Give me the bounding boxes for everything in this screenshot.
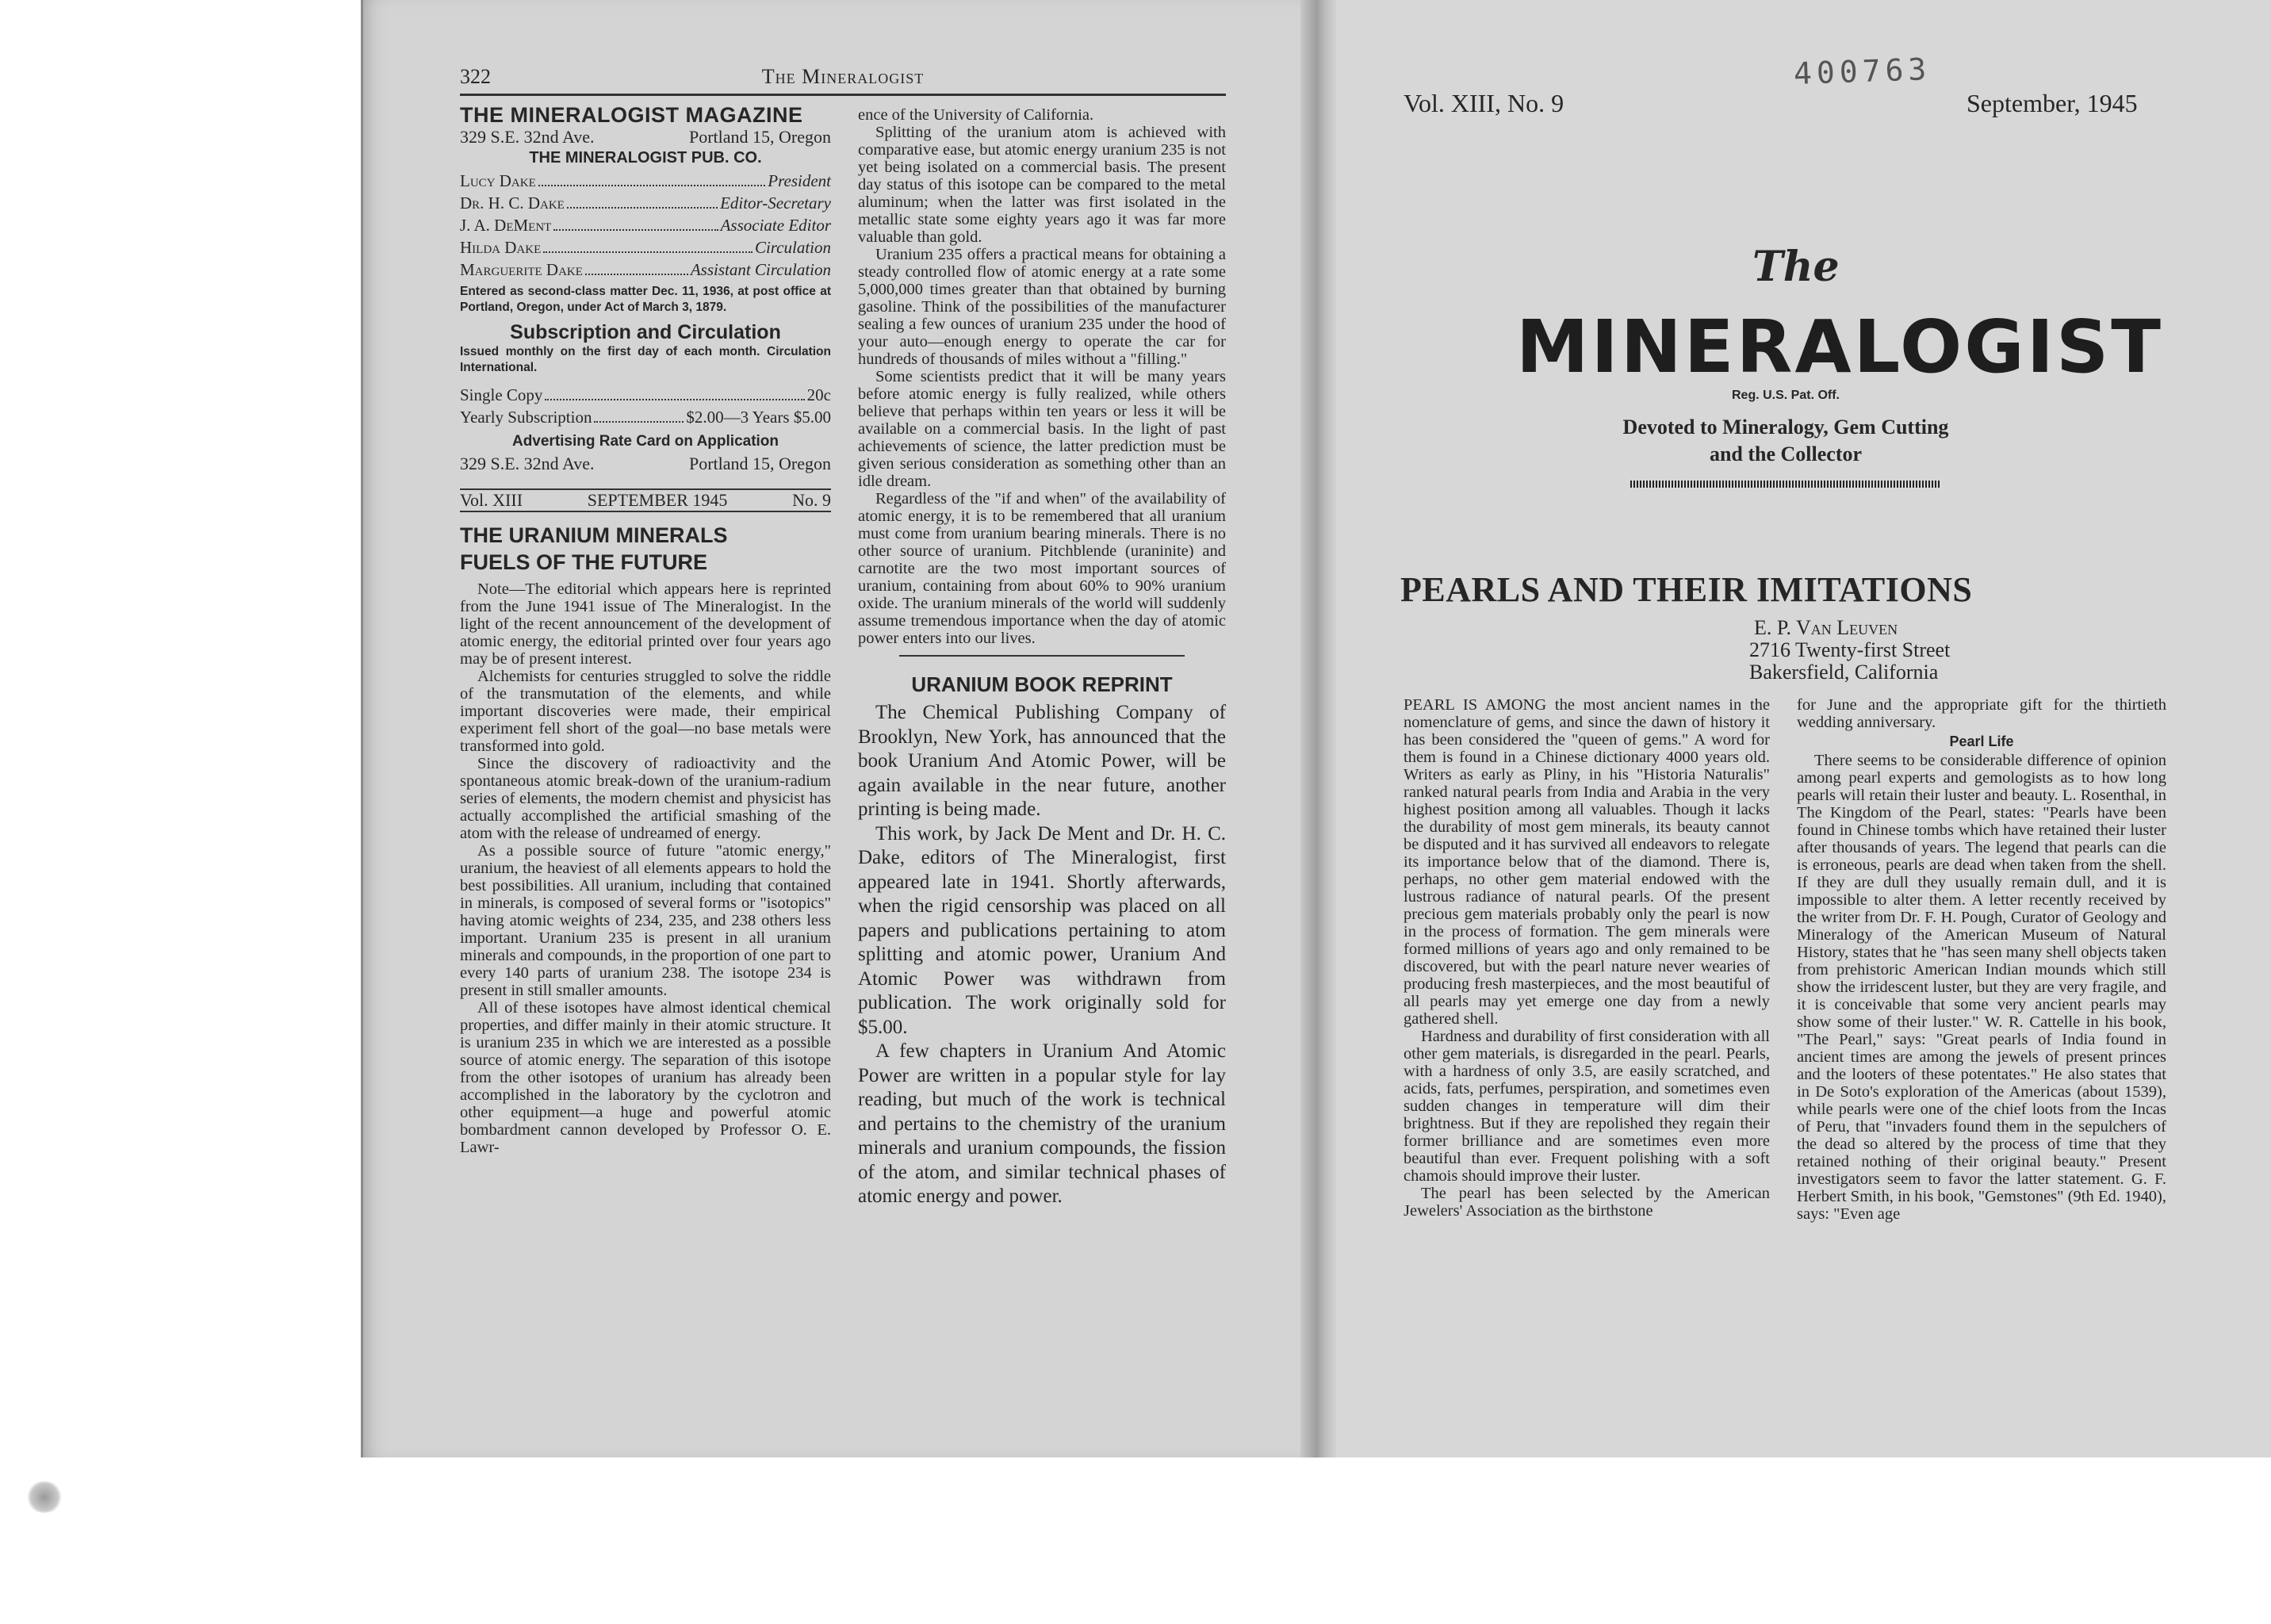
reprint-paragraph: The Chemical Publishing Company of Brooklyn, New York, has announced that the book Uranium And Atomic Power, will be again available in the near future, another printing is being made. (858, 702, 1226, 820)
article-paragraph: Alchemists for centuries struggled to solve the riddle of the transmutation of the elements, and while important discoveries were made, their empirical experiment fell short of the goal—no base metals were transformed into gold. (460, 668, 831, 755)
article-paragraph: Regardless of the "if and when" of the availability of atomic energy, it is to be remembered that all uranium must come from uranium bearing minerals. There is no other source of uranium. Pitchblende (uraninite) and carnotite are the two most important sources of uranium, containing from about 60% to 90% uranium oxide. The uranium minerals of the world will suddenly assume tremendous importance when the day of atomic power enters into our lives. (858, 490, 1226, 647)
running-title: The Mineralogist (761, 65, 925, 88)
staff-name: J. A. DeMent (460, 216, 552, 235)
staff-name: Dr. H. C. Dake (460, 193, 565, 213)
logo-the: The (1752, 243, 1840, 291)
pearls-paragraph: Hardness and durability of first consideration with all other gem materials, is disregarded in the pearl. Pearls, with a hardness of only 3.5, are easily scratched, and acids, fats, perfumes, perspiration, and sometimes even sudden changes in temperature will dim their brightness. But if they are repolished they regain their former brilliance and are sometimes even more beautiful than ever. Frequent polishing with a soft chamois should improve their luster. (1404, 1028, 1770, 1185)
issued-note: Issued monthly on the first day of each month. Circulation International. (460, 345, 831, 374)
article-paragraph: As a possible source of future "atomic energy," uranium, the heaviest of all elements appears to hold the best possibilities. All uranium, including that contained in minerals, is composed of several forms or "isotopics" having atomic weights of 234, 235, and 238 others less important. Uranium 235 is present in all uranium minerals and compounds, in the proportion of one part to every 140 parts of uranium 238. The isotope 234 is present in still smaller amounts. (460, 842, 831, 999)
staff-role: Assistant Circulation (690, 260, 831, 279)
leader-dots (585, 259, 688, 275)
article-paragraph: ence of the University of California. (858, 106, 1094, 124)
reprint-heading: URANIUM BOOK REPRINT (911, 672, 1173, 696)
page-number: 322 (460, 65, 491, 88)
single-copy-label: Single Copy (460, 385, 543, 404)
yearly-price: $2.00—3 Years $5.00 (686, 408, 831, 427)
advertising-note: Advertising Rate Card on Application (511, 433, 779, 450)
reprint-body (858, 701, 1226, 1209)
uranium-column-2 (858, 106, 1226, 1209)
staff-role: Editor-Secretary (720, 193, 831, 213)
single-copy-row (460, 384, 831, 406)
page-gutter (1300, 0, 1336, 1457)
reprint-paragraph: This work, by Jack De Ment and Dr. H. C. Dake, editors of The Mineralogist, first appeared late in 1941. Shortly afterwards, when the rigid censorship was placed on all papers and publications pertaining to atom splitting and atomic power, Uranium And Atomic Power was withdrawn from publication. The work originally sold for $5.00. (858, 822, 1226, 1038)
leader-dots (594, 406, 684, 423)
staff-row (460, 214, 831, 236)
section-rule (899, 655, 1185, 657)
pearls-title: PEARLS AND THEIR IMITATIONS (1400, 570, 1973, 609)
ad-city: Portland 15, Oregon (688, 454, 831, 473)
reprint-paragraph: A few chapters in Uranium And Atomic Power are written in a popular style for lay reading, but much of the work is technical and pertains to the chemistry of the uranium minerals and uranium compounds, the fission of the atom, and similar technical phases of atomic energy and power. (858, 1040, 1226, 1207)
publisher-name: THE MINERALOGIST PUB. CO. (529, 149, 762, 167)
ad-address (460, 454, 831, 474)
cover-date: September, 1945 (1967, 89, 2138, 117)
headline-line-1: THE URANIUM MINERALS (460, 523, 728, 547)
volume-month: SEPTEMBER 1945 (587, 490, 728, 510)
staff-name: Marguerite Dake (460, 260, 583, 279)
masthead-title: THE MINERALOGIST MAGAZINE (460, 103, 803, 127)
yearly-label: Yearly Subscription (460, 408, 592, 427)
staff-role: Circulation (754, 238, 831, 257)
masthead-column (460, 103, 831, 1156)
tagline (1516, 414, 2055, 468)
staff-role: Associate Editor (720, 216, 831, 235)
pearls-paragraph: There seems to be considerable difference of opinion among pearl experts and gemologists as to how long pearls will retain their luster and beauty. L. Rosenthal, in The Kingdom of the Pearl, states: "Pearls have been found in Chinese tombs which have retained their luster after thousands of years. The legend that pearls can die is erroneous, pearls are dead when taken from the shell. If they are dull they usually remain dull, and it is impossible to alter them. A letter recently received by the writer from Dr. F. H. Pough, Curator of Geology and Mineralogy of the American Museum of Natural History, states that he "has seen many shell objects taken from prehistoric American Indian mounds which still show the irridescent luster, but they are very fragile, and it is conceivable that some very ancient pearls may show some of their luster." W. R. Cattelle in his book, "The Pearl," says: "Great pearls of India found in ancient times are among the jewels of present princes and the looters of these potentates." He also states that in De Soto's exploration of the Americas (about 1539), while pearls were one of the chief loots from the Incas of Peru, that "invaders found them in the sepulchers of the dead so altered by the process of time that they retained nothing of their original beauty." Present investigators seem to favor the latter statement. G. F. Herbert Smith, in his book, "Gemstones" (9th Ed. 1940), says: "Even age (1797, 752, 2166, 1223)
tagline-line-2: and the Collector (1709, 442, 1863, 465)
article-paragraph: Since the discovery of radioactivity and the spontaneous atomic break-down of the uranium-radium series of elements, the modern chemist and physicist has actually accomplished the artificial smashing of the atom with the release of undreamed of energy. (460, 755, 831, 842)
leader-dots (543, 236, 753, 253)
tagline-line-1: Devoted to Mineralogy, Gem Cutting (1622, 416, 1949, 439)
entry-note: Entered as second-class matter Dec. 11, 1936, at post office at Portland, Oregon, under Act of March 3, 1879. (460, 285, 831, 314)
article-paragraph: All of these isotopes have almost identical chemical properties, and differ mainly in their atomic structure. It is uranium 235 in which we are interested as a possible source of atomic energy. The separation of this isotope from the other isotopes of uranium has already been accomplished in the laboratory by the cyclotron and other equipment—a huge and powerful atomic bombardment cannon developed by Professor O. E. Lawr- (460, 999, 831, 1156)
leader-dots (553, 214, 718, 231)
author-block (1749, 617, 1950, 684)
author-city: Bakersfield, California (1749, 661, 1939, 684)
address-street: 329 S.E. 32nd Ave. (460, 127, 595, 147)
issue-number: No. 9 (792, 490, 831, 510)
pearls-column-2 (1797, 696, 2166, 1223)
volume-line (460, 488, 831, 512)
editorial-note: Note—The editorial which appears here is reprinted from the June 1941 issue of The Mineralogist. In the light of the recent announcement of the development of atomic energy, the editorial printed over four years ago may be of present interest. (460, 580, 831, 668)
staff-row (460, 170, 831, 192)
address-city: Portland 15, Oregon (688, 127, 831, 147)
article-paragraph: Splitting of the uranium atom is achieved with comparative ease, but atomic energy uranium 235 is not yet being isolated on a commercial basis. The present day status of this isotope can be compared to the metal aluminum; when the latter was first isolated in the metallic state some eighty years ago it was far more valuable than gold. (858, 124, 1226, 246)
author-name: E. P. Van Leuven (1754, 616, 1898, 639)
cover-volume: Vol. XIII, No. 9 (1404, 89, 1564, 117)
staff-name: Hilda Dake (460, 238, 542, 257)
header-rule (460, 94, 1226, 96)
running-head (460, 65, 1226, 92)
mineralogist-logo: MINERALOGIST (1516, 304, 2163, 389)
subscription-heading: Subscription and Circulation (510, 321, 781, 343)
leader-dots (538, 170, 766, 186)
pearl-life-heading: Pearl Life (1949, 733, 2014, 749)
uranium-headline (460, 522, 831, 576)
staff-role: President (768, 171, 831, 190)
article-paragraph: Uranium 235 offers a practical means for obtaining a steady controlled flow of atomic energy at a rate some 5,000,000 times greater than that obtained by burning gasoline. Think of the possibilities of the manufacturer sealing a few ounces of uranium 235 under the hood of your auto—enough energy to operate the car for hundreds of thousands of miles without a "filling." (858, 246, 1226, 368)
staff-name: Lucy Dake (460, 171, 536, 190)
staff-row (460, 192, 831, 214)
pearls-paragraph: The pearl has been selected by the American Jewelers' Association as the birthstone (1404, 1185, 1770, 1220)
yearly-row (460, 406, 831, 428)
pearls-column-1 (1404, 696, 1770, 1220)
pearls-paragraph: PEARL IS AMONG the most ancient names in the nomenclature of gems, and since the dawn of history it has been considered the "queen of gems." A word for them is found in a Chinese dictionary 4000 years old. Writers as early as Pliny, in his "Historia Naturalis" ranked natural pearls from India and Arabia in the very highest position among all valuables. Though it lacks the durability of most gem minerals, its beauty cannot be disputed and it has survived all endeavors to relegate its importance below that of the diamond. There is, perhaps, no other gem material endowed with the lustrous radiance of natural pearls. Of the present precious gem materials probably only the pearl is now in the process of formation. The gem minerals were formed millions of years ago and only remained to be discovered, but with the pearl nature never wearies of producing fresh masterpieces, and the most beautiful of all pearls may yet emerge one day from a newly gathered shell. (1404, 696, 1770, 1028)
handwritten-number: 400763 (1793, 51, 1932, 92)
staff-list (460, 170, 831, 281)
staff-row (460, 259, 831, 281)
masthead-address (460, 127, 831, 147)
dust-speck (25, 1481, 63, 1513)
volume-number: Vol. XIII (460, 490, 523, 510)
article-paragraph: Some scientists predict that it will be many years before atomic energy is fully realized, while others believe that perhaps within ten years or less it will be available on a commercial basis. In the light of past achievements of science, the latter prediction must be given serious consideration as something other than an idle dream. (858, 368, 1226, 490)
staff-row (460, 236, 831, 259)
pearls-lead: for June and the appropriate gift for the thirtieth wedding anniversary. (1797, 696, 2166, 731)
ad-street: 329 S.E. 32nd Ave. (460, 454, 595, 473)
reg-pat: Reg. U.S. Pat. Off. (1731, 389, 1840, 402)
author-street: 2716 Twenty-first Street (1749, 638, 1951, 661)
headline-line-2: FUELS OF THE FUTURE (460, 550, 707, 574)
leader-dots (567, 192, 718, 209)
leader-dots (545, 384, 804, 400)
single-copy-price: 20c (806, 385, 831, 404)
ornamental-rule (1630, 481, 1941, 488)
